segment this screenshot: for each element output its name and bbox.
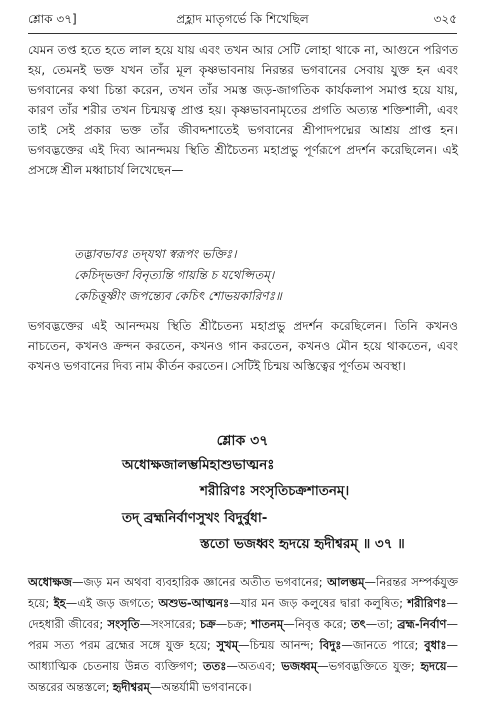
- header-verse-ref: শ্লোক ৩৭]: [28, 12, 77, 26]
- purport-paragraph-1: যেমন তপ্ত হতে হতে লাল হয়ে যায় এবং তখন আর সেটি লোহা থাকে না, আগুনে পরিণত হয়, তেমনই ভক্ত যখন তাঁর মূল কৃষ্ণভাবনায় নিরন্তর ভগবানের সেবায় যুক্ত হন এবং ভগবানের কথা চিন্তা করেন, তখন তাঁর সমস্ত জড়-জাগতিক কার্যকলাপ সমাপ্ত হয়ে যায়, কারণ তাঁর শরীর তখন চিন্ময়ত্ব প্রাপ্ত হয়। কৃষ্ণভাবনামৃতের প্রগতি অত্যন্ত শক্তিশালী, এবং তাই সেই প্রকার ভক্ত তাঁর জীবদ্দশাতেই ভগবানের শ্রীপাদপদ্মের আশ্রয় প্রাপ্ত হন। ভগবদ্ভক্তের এই দিব্য আনন্দময় স্থিতি শ্রীচৈতন্য মহাপ্রভু পূর্ণরূপে প্রদর্শন করেছিলেন। এই প্রসঙ্গে শ্রীল মধ্বাচার্য লিখেছেন—: [28, 43, 458, 177]
- synonym-word: আলম্ভম্‌: [327, 575, 365, 589]
- synonym-meaning: —চক্র;: [215, 617, 252, 631]
- synonym-meaning: —চিন্ময় আনন্দ;: [238, 638, 320, 652]
- synonym-word: ইহ: [53, 596, 66, 610]
- quote-line-1: তদ্ভাবভাবঃ তদ্‌যথা স্বরূপং ভক্তিঃ।: [74, 247, 237, 261]
- synonym-meaning: —অন্তর্যামী ভগবানকে।: [149, 680, 252, 694]
- page-number: ৩২৫: [433, 12, 457, 26]
- synonym-meaning: —নিরন্তর সম্পর্কযুক্ত হয়ে;: [28, 575, 459, 610]
- synonym-word: তৎ: [350, 617, 366, 631]
- shloka-line-3: তদ্‌ ব্রহ্মনির্বাণসুখং বিদুর্বুধা-: [122, 510, 268, 526]
- synonym-word: ভজধ্বম্‌: [281, 659, 318, 673]
- synonym-word: সংসৃতি: [107, 617, 140, 631]
- shloka-line-2: শরীরিণঃ সংসৃতিচক্রশাতনম্‌।: [200, 483, 350, 499]
- synonym-meaning: —জানতে পারে;: [341, 638, 425, 652]
- word-for-word-synonyms: [28, 572, 458, 698]
- synonym-meaning: —এই জড় জগতে;: [65, 596, 159, 610]
- header-title: প্রহ্লাদ মাতৃগর্ভে কি শিখেছিল: [176, 12, 309, 26]
- synonym-word: হৃদয়ে: [420, 659, 447, 673]
- synonym-meaning: —অতএব;: [226, 659, 282, 673]
- synonym-word: ততঃ: [203, 659, 227, 673]
- shloka-line-4: স্ততো ভজধ্বং হৃদয়ে হৃদীশ্বরম্‌ ॥ ৩৭ ॥: [200, 536, 405, 552]
- synonym-word: শাতনম্‌: [251, 617, 284, 631]
- synonym-meaning: —সংসারের;: [139, 617, 200, 631]
- quote-line-2: কেচিদ্‌ভক্তা বিনৃত্যন্তি গায়ন্তি চ যথেপ্সিতম্‌।: [74, 268, 275, 282]
- purport-paragraph-2: ভগবদ্ভক্তের এই আনন্দময় স্থিতি শ্রীচৈতন্য মহাপ্রভু প্রদর্শন করেছিলেন। তিনি কখনও নাচতেন, কখনও ক্রন্দন করতেন, কখনও গান করতেন, কখনও মৌন হয়ে থাকতেন, এবং কখনও ভগবানের দিব্য নাম কীর্তন করতেন। সেটিই চিন্ময় অস্তিত্বের পূর্ণতম অবস্থা।: [28, 319, 458, 373]
- synonym-word: চক্র: [199, 617, 216, 631]
- synonym-meaning: —দেহধারী জীবের;: [28, 596, 458, 631]
- synonym-meaning: —অন্তরের অন্তস্তলে;: [28, 659, 458, 694]
- synonym-meaning: —পরম সত্য পরম ব্রহ্মের সঙ্গে যুক্ত হয়ে;: [28, 617, 458, 652]
- synonym-word: সুখম্‌: [216, 638, 239, 652]
- shloka-line-1: অধোক্ষজালম্ভমিহাশুভাত্মনঃ: [122, 457, 275, 473]
- synonym-word: অশুভ-আত্মনঃ: [158, 596, 230, 610]
- synonym-meaning: —ভগবদ্ভক্তিতে যুক্ত;: [317, 659, 421, 673]
- synonym-meaning: —তা;: [365, 617, 398, 631]
- synonym-meaning: —জড় মন অথবা ব্যবহারিক জ্ঞানের অতীত ভগবানের;: [71, 575, 328, 589]
- synonym-word: ব্রহ্ম-নির্বাণ: [397, 617, 447, 631]
- running-header: [28, 9, 457, 29]
- synonym-word: হৃদীশ্বরম্‌: [112, 680, 150, 694]
- synonym-meaning: —যার মন জড় কলুষের দ্বারা কলুষিত;: [229, 596, 408, 610]
- synonym-word: বিদুঃ: [319, 638, 342, 652]
- synonym-meaning: —আধ্যাত্মিক চেতনায় উন্নত ব্যক্তিগণ;: [28, 638, 458, 673]
- synonym-word: শরীরিণঃ: [407, 596, 447, 610]
- shloka-heading: শ্লোক ৩৭: [216, 433, 269, 449]
- synonym-word: অধোক্ষজ: [28, 575, 72, 589]
- quote-line-3: কেচিত্তূষ্ণীং জপন্ত্যেব কেচিৎ শোভয়কারিণঃ॥: [74, 289, 282, 303]
- header-divider: [28, 33, 457, 34]
- synonym-word: বুধাঃ: [424, 638, 447, 652]
- synonym-meaning: —নিবৃত্ত করে;: [283, 617, 351, 631]
